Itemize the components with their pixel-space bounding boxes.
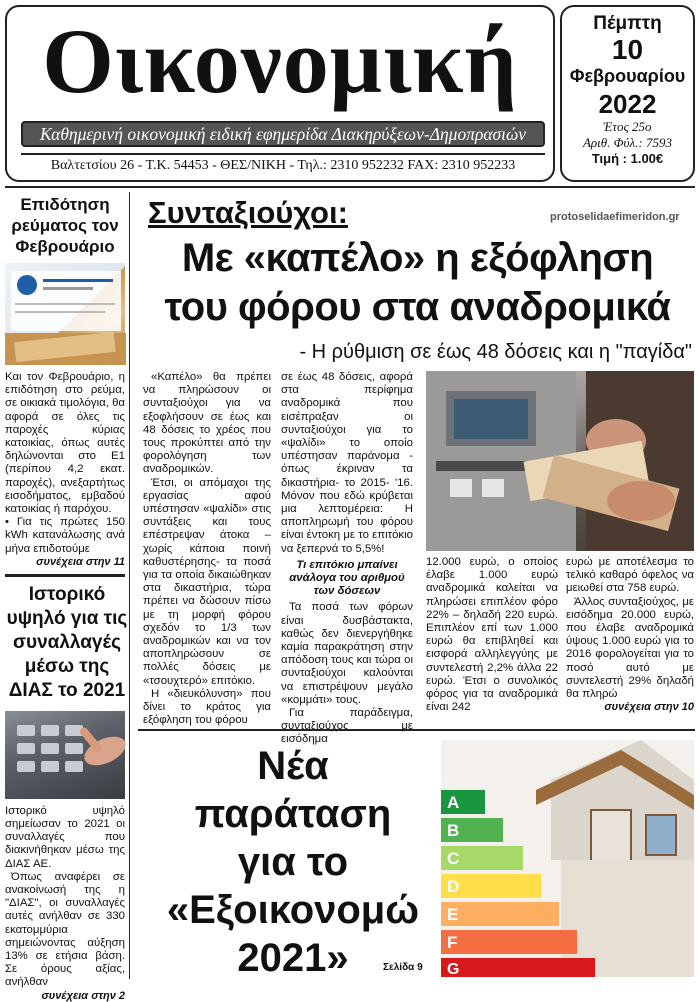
energy-label: E — [447, 905, 459, 924]
main-paragraph: Έτσι, οι απόμαχοι της εργασίας αφού υπέστησαν «ψαλίδι» στις συντάξεις και τους επέστρεψαν άτοκα – χωρίς κάποια ποινή καθυστέρησης- τα ποσά για τα οποία δικαιώθηκαν στα δικαστήρια, τώρα πρέπει να δώσουν πίσω με τη μορφή φόρου σχεδόν το 1/3 των αναδρομικών και να τον αποπληρώσουν σε πολλές δόσεις με «τσουχτερό» επιτόκιο. — [143, 476, 271, 687]
masthead-divider — [21, 153, 545, 155]
main-continued: συνέχεια στην 10 — [604, 701, 694, 714]
main-headline-line1: Με «καπέλο» η εξόφληση — [181, 236, 654, 280]
sidebar-story1-body: Και τον Φεβρουάριο, η επιδότηση στο ρεύμα, σε οικιακά τιμολόγια, θα αφορά σε όλες τις παροχές κύριας κατοικίας, όπως αυτές δηλώνονται στο Ε1 (περίπου 4,2 εκατ. παροχές), ανεξαρτήτως εισοδήματος, εμβαδού κατοικίας ή παρόχου. — [5, 371, 125, 516]
sidebar-story2-body: Ιστορικό υψηλό σημείωσαν το 2021 οι συναλλαγές που διακινήθηκαν μέσω της ΔΙΑΣ ΑΕ. — [5, 804, 125, 870]
newspaper-subtitle: Καθημερινή οικονομική ειδική εφημερίδα Διακηρύξεων-Δημοπρασιών — [21, 121, 545, 147]
main-column-1 — [143, 371, 271, 727]
atm-keypad-image — [5, 711, 126, 799]
energy-label: G — [447, 961, 460, 978]
sidebar-story2-continued: συνέχεια στην 2 — [41, 989, 125, 1002]
date-box — [560, 5, 695, 182]
main-bottom-rule — [138, 729, 695, 731]
energy-label: F — [447, 933, 458, 952]
energy-label: A — [447, 793, 460, 812]
main-paragraph: ευρώ με αποτέλεσμα το τελικό καθαρό όφελος να μειωθεί στα 758 ευρώ. — [566, 556, 694, 595]
main-column-2 — [281, 371, 413, 747]
bottom-headline — [150, 742, 436, 982]
header-rule — [5, 186, 695, 188]
main-paragraph: σε έως 48 δόσεις, αφορά στα περίφημα αναδρομικά που εισέπραξαν οι συνταξιούχοι για το «ψαλίδι» το οποίο υπέστησαν παράνομα - όπως έκριναν τα δικαστήρια- το 2015- '16. Μόνον που εδώ κρύβεται μια λεπτομέρεια: Η αποπληρωμή του φόρου είναι έντοκη με το επιτόκιο να ξεπερνά το 5,5%! — [281, 371, 413, 555]
energy-label: B — [447, 821, 460, 840]
bottom-headline-line: Νέα — [257, 744, 329, 788]
sidebar-story2-body2: Όπως αναφέρει σε ανακοίνωσή της η "ΔΙΑΣ", οι συναλλαγές αυτές ανήλθαν σε 330 εκατομμύρια σημειώνοντας αύξηση 13% σε ετήσια βάση. Σε όρους αξίας, ανήλθαν — [5, 870, 125, 989]
bottom-headline-line: παράταση — [194, 792, 392, 836]
sidebar-story2-headline: Ιστορικό υψηλό για τις συναλλαγές μέσω της ΔΙΑΣ το 2021 — [6, 583, 128, 701]
main-subheadline: - Η ρύθμιση σε έως 48 δόσεις και η "παγίδα" — [299, 341, 692, 363]
main-headline-line2: του φόρου στα αναδρομικά — [164, 285, 671, 329]
masthead — [5, 5, 555, 182]
main-paragraph: Τα ποσά των φόρων είναι δυσβάστακτα, καθώς δεν διενεργήθηκε καμία παρακράτηση στην απόδοση τους και τώρα οι συνταξιούχοι καλούνται να επιστρέψουν μεγάλο «κομμάτι» τους. — [281, 601, 413, 706]
bottom-headline-line: «Εξοικονομώ — [166, 888, 420, 932]
bottom-headline-line: 2021» — [237, 936, 349, 980]
main-inset-heading: Τι επιτόκιο μπαίνει ανάλογα του αριθμού των δόσεων — [289, 558, 405, 598]
sidebar-divider — [5, 574, 125, 577]
atm-cash-image — [426, 371, 694, 551]
main-paragraph: Άλλος συνταξιούχος, με εισόδημα 20.000 ευρώ, που έλαβε αναδρομικά ύψους 1.000 ευρώ για το 2016 φορολογείται για το ποσό αυτό με συντελεστή 29% δηλαδή θα πληρώ — [566, 595, 694, 701]
main-paragraph: «Καπέλο» θα πρέπει να πληρώσουν οι συνταξιούχοι για να εξοφλήσουν σε έως και 48 δόσεις το χρέος που τους προκύπτει από την φορολόγηση των αναδρομικών. — [143, 371, 271, 476]
issue-day: Πέμπτη — [593, 13, 662, 34]
issue-volume: Έτος 25ο — [603, 119, 652, 134]
main-column-3 — [426, 556, 558, 714]
main-paragraph: Η «διευκόλυνση» που δίνει το κράτος για εξόφληση του φόρου — [143, 687, 271, 727]
issue-price: Τιμή : 1.00€ — [591, 151, 664, 166]
main-column-4 — [566, 556, 694, 714]
atm-money-photo — [426, 371, 694, 551]
electricity-bill-photo — [5, 263, 125, 365]
page-reference: Σελίδα 9 — [383, 962, 423, 973]
energy-label: C — [447, 849, 460, 868]
sidebar — [5, 192, 130, 1002]
energy-house-photo — [441, 740, 694, 977]
issue-year: 2022 — [598, 89, 657, 119]
bottom-headline-line: για το — [237, 840, 349, 884]
source-watermark: protoselidaefimeridon.gr — [550, 211, 680, 223]
issue-month: Φεβρουαρίου — [569, 66, 686, 86]
newspaper-address: Βαλτετσίου 26 - Τ.Κ. 54453 - ΘΕΣ/ΝΙΚΗ - Τηλ.: 2310 952232 FAX: 2310 952233 — [50, 158, 516, 173]
section-title: Συνταξιούχοι: — [148, 195, 348, 230]
electricity-bill-image — [5, 263, 126, 365]
sidebar-story1-body2: • Για τις πρώτες 150 kWh κατανάλωσης ανά μήνα επιδοτούμε — [5, 516, 125, 555]
issue-number: Αριθ. Φύλ.: 7593 — [582, 135, 672, 150]
issue-date: 10 — [611, 34, 644, 65]
newspaper-title: Οικονομική — [42, 10, 518, 112]
sidebar-story1-continued: συνέχεια στην 11 — [36, 555, 125, 568]
energy-efficiency-house-image — [441, 740, 694, 977]
main-paragraph: 12.000 ευρώ, ο οποίος έλαβε 1.000 ευρώ αναδρομικά καλείται να πληρώσει επιπλέον φόρο 22% – δηλαδή 220 ευρώ. Επιπλέον επί των 1.000 ευρώ θα επιβληθεί και εισφορά αλληλεγγύης με συντελεστή 2,2% άλλα 22 ευρώ. Έτσι ο συνολικός φόρος για τα αναδρομικά είναι 242 — [426, 556, 558, 714]
keypad-photo — [5, 711, 125, 799]
main-paragraph: Για παράδειγμα, συνταξιούχος με εισόδημα — [281, 707, 413, 746]
energy-label: D — [447, 877, 460, 896]
sidebar-story1-headline: Επιδότηση ρεύματος τον Φεβρουάριο — [11, 195, 119, 256]
